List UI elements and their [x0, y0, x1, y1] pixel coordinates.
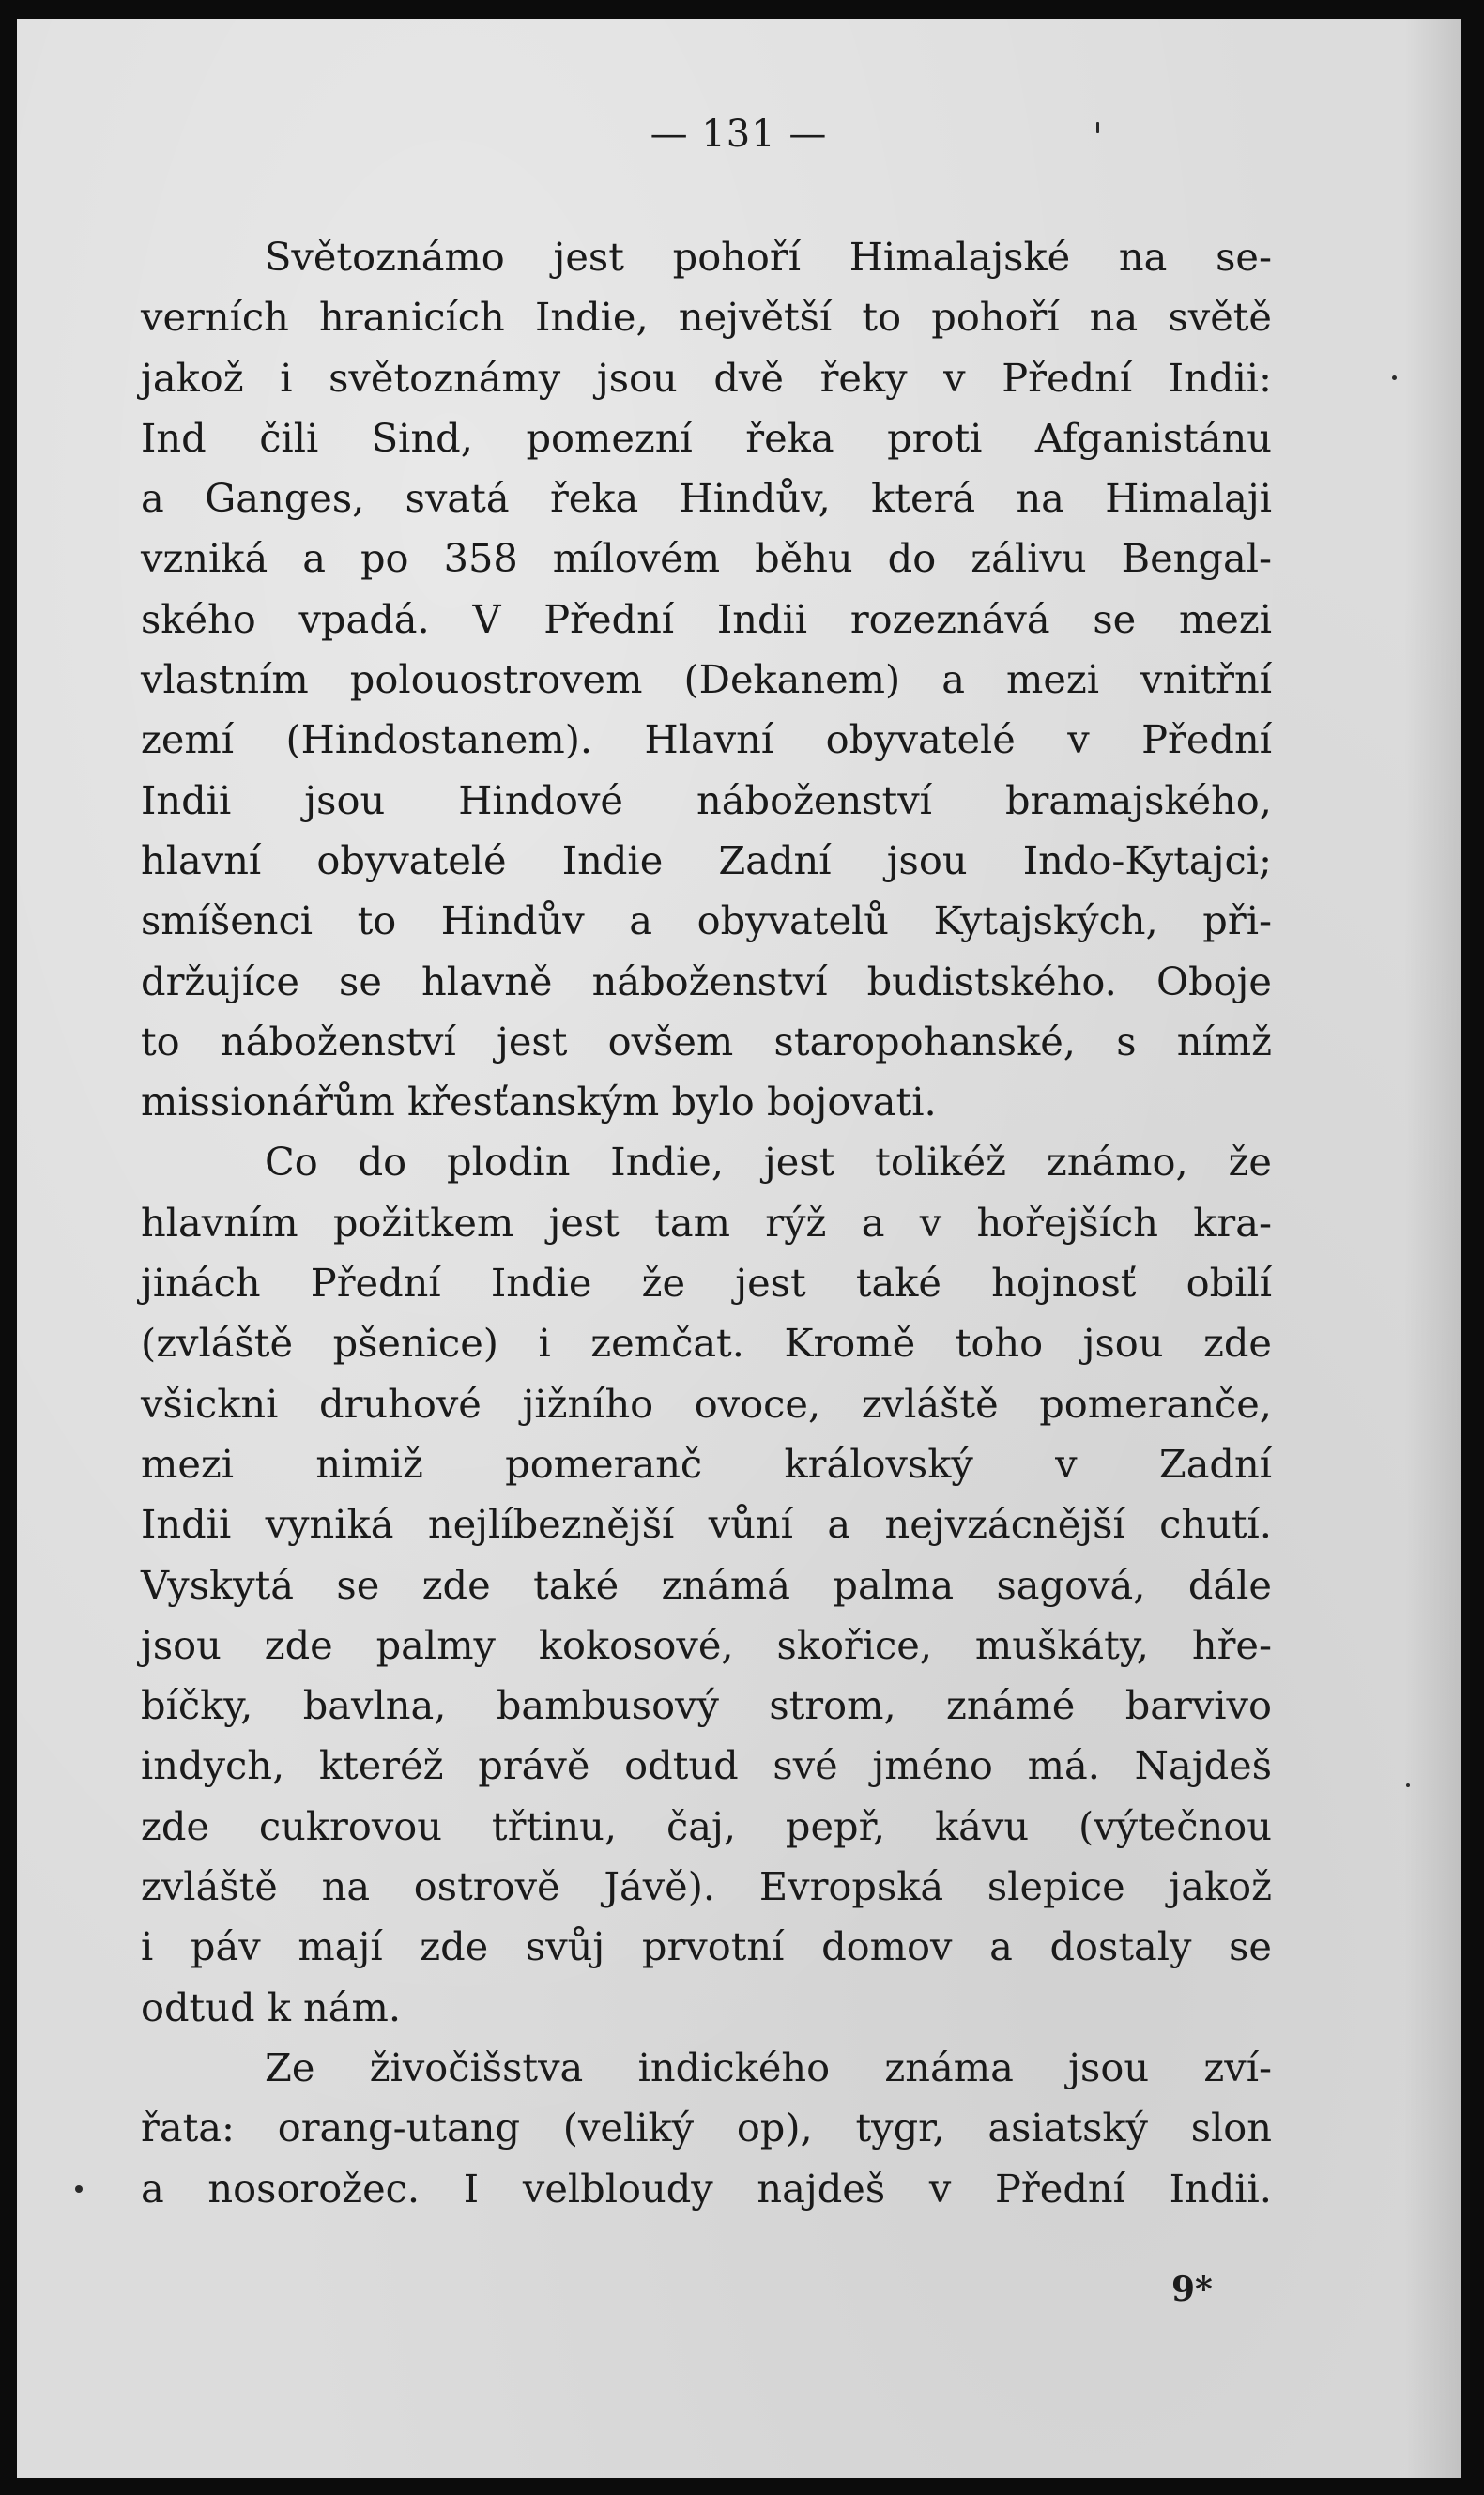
- text-line: bíčky, bavlna, bambusový strom, známé barvivo: [141, 1682, 1272, 1729]
- text-line: hlavním požitkem jest tam rýž a v hořejších kra-: [141, 1199, 1272, 1246]
- text-line: smíšenci to Hindův a obyvatelů Kytajských, při-: [141, 897, 1272, 944]
- text-line: odtud k nám.: [141, 1983, 402, 2030]
- text-line: vlastním polouostrovem (Dekanem) a mezi vnitřní: [141, 656, 1272, 703]
- text-line: mezi nimiž pomeranč královský v Zadní: [141, 1440, 1272, 1487]
- text-line: zde cukrovou třtinu, čaj, pepř, kávu (výtečnou: [141, 1802, 1272, 1849]
- text-line: Ind čili Sind, pomezní řeka proti Afganistánu: [141, 414, 1272, 461]
- text-line: jinách Přední Indie že jest také hojnosť obilí: [141, 1260, 1272, 1307]
- text-line: jsou zde palmy kokosové, skořice, muškáty, hře-: [141, 1621, 1272, 1668]
- text-line: verních hranicích Indie, největší to pohoří na světě: [141, 294, 1272, 341]
- text-line: a Ganges, svatá řeka Hindův, která na Himalaji: [141, 475, 1272, 522]
- text-line: missionářům křesťanským bylo bojovati.: [141, 1079, 937, 1125]
- text-line: vzniká a po 358 mílovém běhu do zálivu Bengal-: [141, 535, 1272, 582]
- scan-speck: [75, 2185, 83, 2193]
- text-line: indych, kteréž právě odtud své jméno má. Najdeš: [141, 1742, 1272, 1789]
- text-line: jakož i světoznámy jsou dvě řeky v Přední Indii:: [141, 354, 1272, 401]
- signature-mark: 9*: [1171, 2270, 1213, 2309]
- text-line: Ze živočišstva indického známa jsou zví-: [265, 2043, 1272, 2090]
- text-line: to náboženství jest ovšem staropohanské, s nímž: [141, 1018, 1272, 1064]
- text-line: Indii jsou Hindové náboženství bramajského,: [141, 776, 1272, 823]
- scan-speck: [1096, 122, 1099, 133]
- text-line: zvláště na ostrově Jávě). Evropská slepice jakož: [141, 1863, 1272, 1910]
- text-line: Vyskytá se zde také známá palma sagová, dále: [141, 1561, 1272, 1608]
- text-line: řata: orang-utang (veliký op), tygr, asiatský slon: [141, 2105, 1272, 2151]
- text-line: zemí (Hindostanem). Hlavní obyvatelé v Přední: [141, 716, 1272, 763]
- scan-speck: [1406, 1783, 1410, 1787]
- text-line: i páv mají zde svůj prvotní domov a dostaly se: [141, 1923, 1272, 1970]
- text-line: Co do plodin Indie, jest tolikéž známo, že: [265, 1139, 1272, 1186]
- text-line: hlavní obyvatelé Indie Zadní jsou Indo-Kytajci;: [141, 836, 1272, 883]
- text-line: Světoznámo jest pohoří Himalajské na se-: [265, 234, 1272, 280]
- page-number: — 131 —: [650, 113, 828, 156]
- body-text: [141, 227, 1272, 2219]
- book-page: [17, 19, 1461, 2478]
- text-line: (zvláště pšenice) i zemčat. Kromě toho jsou zde: [141, 1320, 1272, 1367]
- text-line: ského vpadá. V Přední Indii rozeznává se mezi: [141, 595, 1272, 642]
- text-line: a nosorožec. I velbloudy najdeš v Přední Indii.: [141, 2165, 1272, 2212]
- scan-speck: [1392, 375, 1397, 380]
- page-edge-shadow: [1404, 19, 1461, 2478]
- text-line: všickni druhové jižního ovoce, zvláště pomeranče,: [141, 1380, 1272, 1427]
- text-line: držujíce se hlavně náboženství budistského. Oboje: [141, 957, 1272, 1004]
- text-line: Indii vyniká nejlíbeznější vůní a nejvzácnější chutí.: [141, 1501, 1272, 1548]
